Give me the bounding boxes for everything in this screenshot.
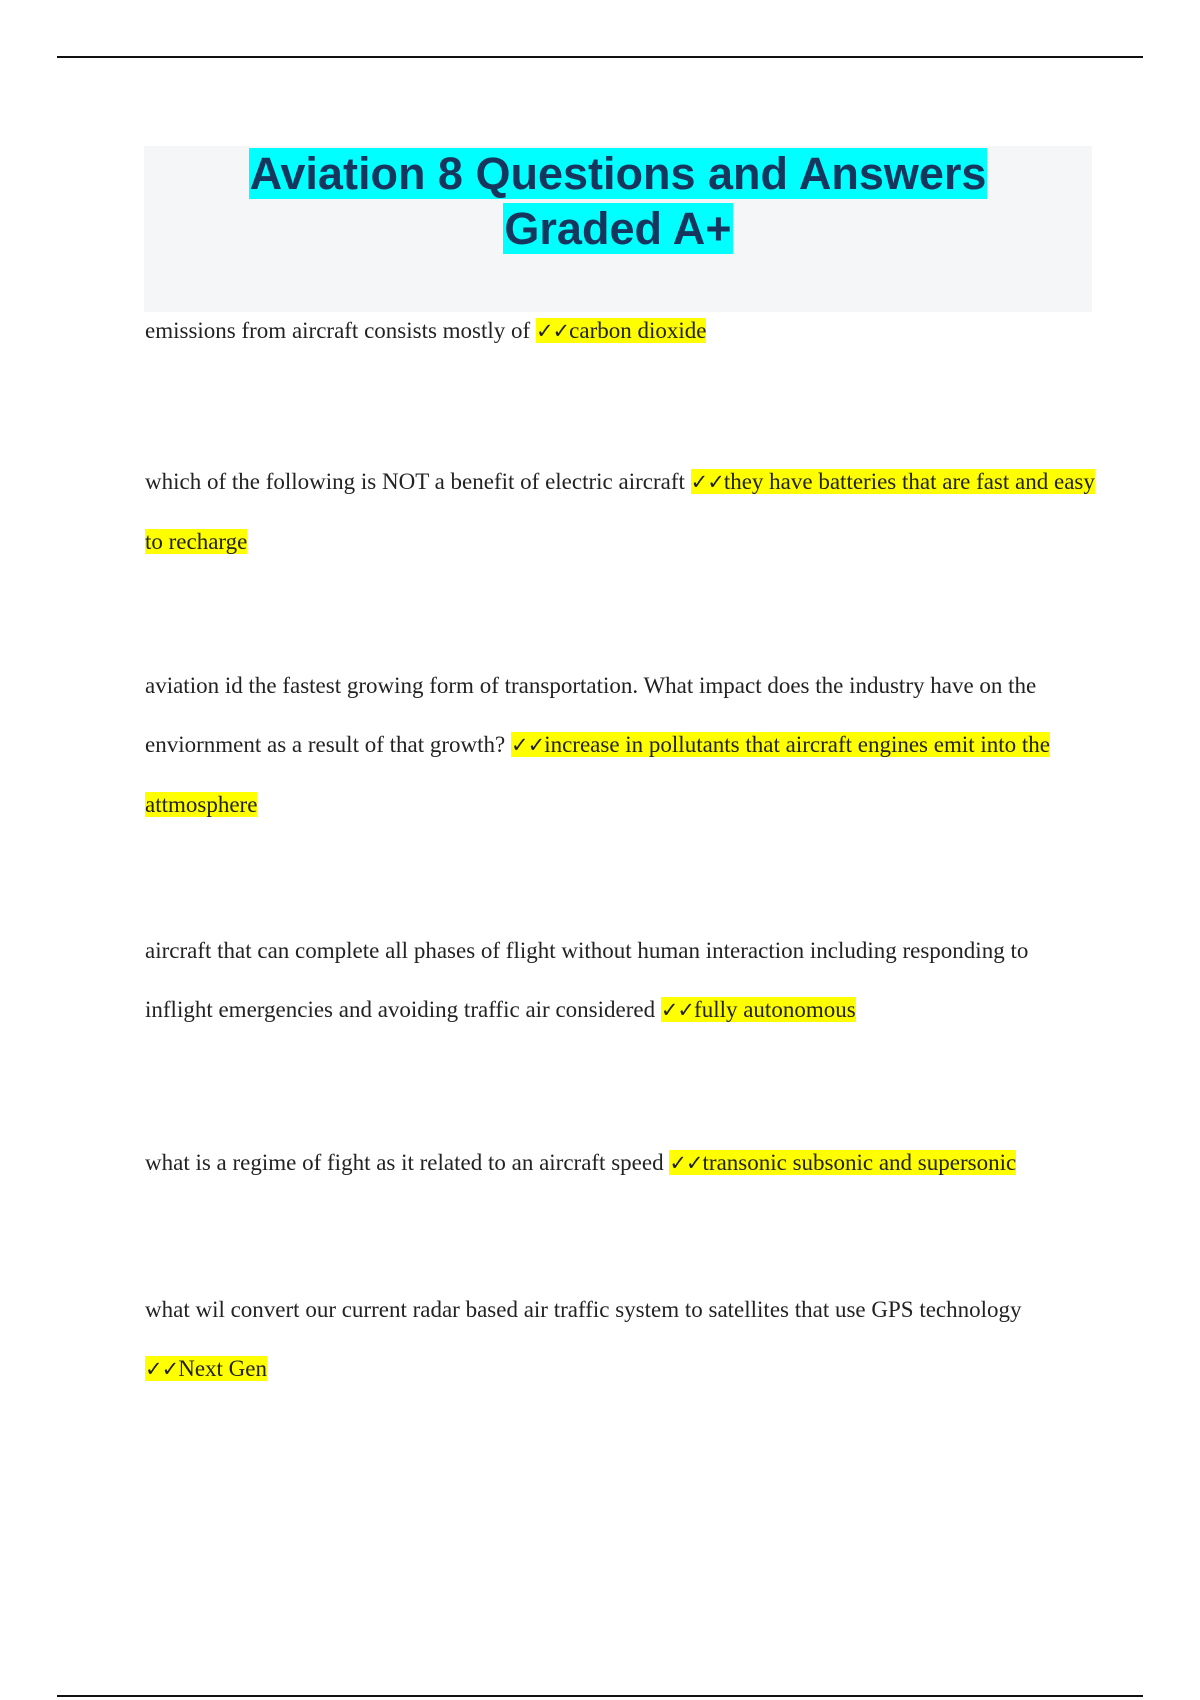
double-check-icon: ✓✓ (669, 1151, 703, 1175)
question-text: aircraft that can complete all phases of flight without human interaction including responding to inflight emergencies and avoiding traffic air considered (145, 938, 1029, 1022)
qa-item (145, 1280, 1095, 1399)
double-check-icon: ✓✓ (535, 319, 570, 343)
title-line-1: Aviation 8 Questions and Answers (249, 148, 987, 199)
answer-highlight (669, 1150, 1016, 1175)
answer-text: increase in pollutants that aircraft engines emit into the attmosphere (145, 732, 1051, 817)
answer-text: they have batteries that are fast and easy to recharge (145, 469, 1095, 554)
title-banner (144, 146, 1092, 312)
answer-text: fully autonomous (694, 997, 856, 1022)
question-text: what wil convert our current radar based air traffic system to satellites that use GPS technology (145, 1297, 1022, 1322)
double-check-icon: ✓✓ (660, 998, 695, 1022)
qa-item (145, 1133, 1095, 1193)
question-text: which of the following is NOT a benefit of electric aircraft (145, 469, 691, 494)
answer-text: carbon dioxide (569, 318, 707, 343)
qa-item (145, 301, 1095, 361)
question-text: aviation id the fastest growing form of transportation. What impact does the industry have on the enviornment as a result of that growth? (145, 673, 1037, 757)
page-title (249, 146, 988, 256)
question-text: emissions from aircraft consists mostly of (145, 318, 536, 343)
double-check-icon: ✓✓ (145, 1357, 179, 1381)
double-check-icon: ✓✓ (510, 733, 545, 757)
answer-text: transonic subsonic and supersonic (702, 1150, 1017, 1175)
question-text: what is a regime of fight as it related to an aircraft speed (145, 1150, 670, 1175)
answer-highlight (661, 997, 856, 1022)
answer-highlight (145, 1356, 267, 1381)
double-check-icon: ✓✓ (690, 470, 724, 494)
title-line-2: Graded A+ (504, 203, 732, 254)
answer-text: Next Gen (178, 1356, 267, 1381)
qa-item (145, 656, 1095, 834)
qa-item (145, 452, 1095, 571)
bottom-rule (57, 1695, 1143, 1697)
qa-item (145, 921, 1095, 1040)
top-rule (57, 56, 1143, 58)
answer-highlight (536, 318, 707, 343)
